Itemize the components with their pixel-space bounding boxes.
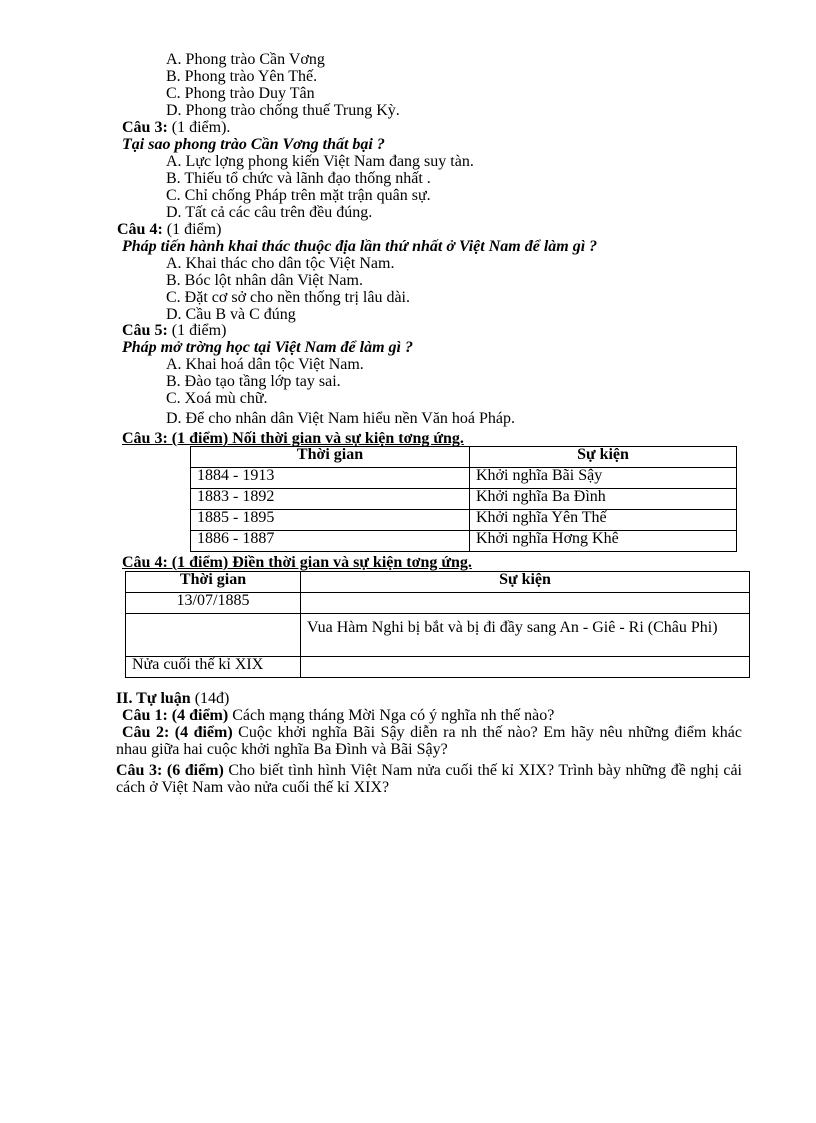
q5-option-d: D. Để cho nhân dân Việt Nam hiểu nền Văn hoá Pháp. bbox=[166, 410, 516, 427]
col-header-event: Sự kiện bbox=[470, 447, 737, 468]
essay-q1-label: Câu 1: (4 điểm) bbox=[122, 707, 229, 724]
cell-time: 1885 - 1895 bbox=[191, 510, 470, 531]
cell-time: Nửa cuối thế kỉ XIX bbox=[126, 657, 301, 678]
q2-option-d: D. Phong trào chống thuế Trung Kỳ. bbox=[166, 102, 400, 119]
essay-heading bbox=[116, 690, 229, 707]
essay-q1 bbox=[122, 707, 748, 724]
cell-event: Khởi nghĩa Bãi Sậy bbox=[470, 468, 737, 489]
q4-points: (1 điểm) bbox=[166, 221, 222, 238]
essay-points: (14đ) bbox=[194, 690, 230, 707]
q4-header bbox=[117, 221, 221, 238]
q3-option-c: C. Chỉ chống Pháp trên mặt trận quân sự. bbox=[166, 187, 431, 204]
table-row bbox=[191, 510, 737, 531]
cell-event: Khởi nghĩa Yên Thế bbox=[470, 510, 737, 531]
table-row bbox=[191, 489, 737, 510]
essay-q2-label: Câu 2: (4 điểm) bbox=[122, 724, 233, 741]
fill-table bbox=[125, 571, 750, 678]
cell-time bbox=[126, 614, 301, 657]
table-row bbox=[126, 657, 750, 678]
q5-label: Câu 5: bbox=[122, 322, 168, 339]
q4-option-b: B. Bóc lột nhân dân Việt Nam. bbox=[166, 272, 363, 289]
table-row bbox=[126, 614, 750, 657]
cell-event bbox=[301, 593, 750, 614]
cell-event bbox=[301, 657, 750, 678]
col-header-event: Sự kiện bbox=[301, 572, 750, 593]
cell-time: 13/07/1885 bbox=[126, 593, 301, 614]
match-table bbox=[190, 446, 737, 552]
table-header-row bbox=[126, 572, 750, 593]
table-header-row bbox=[191, 447, 737, 468]
cell-event: Khởi nghĩa Hơng Khê bbox=[470, 531, 737, 552]
table-row bbox=[191, 531, 737, 552]
q3-option-a: A. Lực lợng phong kiến Việt Nam đang suy tàn. bbox=[166, 153, 474, 170]
q2-option-b: B. Phong trào Yên Thế. bbox=[166, 68, 318, 85]
essay-q2-text: Cuộc khởi nghĩa Bãi Sậy diễn ra nh thế nào? Em hãy nêu những điểm khác nhau giữa hai cuộc khởi nghĩa Ba Đình và Bãi Sậy? bbox=[116, 724, 742, 758]
col-header-time: Thời gian bbox=[191, 447, 470, 468]
q4-option-c: C. Đặt cơ sở cho nền thống trị lâu dài. bbox=[166, 289, 410, 306]
q5-option-b: B. Đào tạo tầng lớp tay sai. bbox=[166, 373, 341, 390]
q3-option-b: B. Thiếu tổ chức và lãnh đạo thống nhất . bbox=[166, 170, 431, 187]
q3-header bbox=[122, 119, 230, 136]
essay-q3-label: Câu 3: (6 điểm) bbox=[116, 762, 224, 779]
cell-time: 1884 - 1913 bbox=[191, 468, 470, 489]
cell-event: Vua Hàm Nghi bị bắt và bị đi đầy sang An - Giê - Ri (Châu Phi) bbox=[301, 614, 750, 657]
essay-q1-text: Cách mạng tháng Mời Nga có ý nghĩa nh thế nào? bbox=[228, 707, 555, 724]
q5-question: Pháp mở trờng học tại Việt Nam để làm gì ? bbox=[122, 339, 413, 356]
q3-label: Câu 3: bbox=[122, 119, 168, 136]
q2-option-a: A. Phong trào Cần Vơng bbox=[166, 51, 325, 68]
q5-header bbox=[122, 322, 226, 339]
essay-q2 bbox=[116, 724, 742, 758]
q3-points: (1 điểm). bbox=[171, 119, 231, 136]
q5-option-a: A. Khai hoá dân tộc Việt Nam. bbox=[166, 356, 364, 373]
q3-option-d: D. Tất cả các câu trên đều đúng. bbox=[166, 204, 373, 221]
q5-points: (1 điểm) bbox=[171, 322, 227, 339]
col-header-time: Thời gian bbox=[126, 572, 301, 593]
q4-option-a: A. Khai thác cho dân tộc Việt Nam. bbox=[166, 255, 395, 272]
essay-q3 bbox=[116, 762, 742, 796]
match-heading: Câu 3: (1 điểm) Nối thời gian và sự kiện tơng ứng. bbox=[122, 430, 464, 447]
q3-question: Tại sao phong trào Cần Vơng thất bại ? bbox=[122, 136, 385, 153]
q4-question: Pháp tiến hành khai thác thuộc địa lần thứ nhất ở Việt Nam để làm gì ? bbox=[122, 238, 598, 255]
essay-title: II. Tự luận bbox=[116, 690, 191, 707]
q4-label: Câu 4: bbox=[117, 221, 163, 238]
fill-heading: Câu 4: (1 điểm) Điền thời gian và sự kiện tơng ứng. bbox=[122, 554, 472, 571]
table-row bbox=[126, 593, 750, 614]
essay-q3-text: Cho biết tình hình Việt Nam nửa cuối thế kỉ XIX? Trình bày những đề nghị cải cách ở Việt Nam vào nửa cuối thế kỉ XIX? bbox=[116, 762, 742, 796]
q2-option-c: C. Phong trào Duy Tân bbox=[166, 85, 315, 102]
q4-option-d: D. Cầu B và C đúng bbox=[166, 306, 296, 323]
table-row bbox=[191, 468, 737, 489]
q5-option-c: C. Xoá mù chữ. bbox=[166, 390, 268, 407]
cell-event: Khởi nghĩa Ba Đình bbox=[470, 489, 737, 510]
cell-time: 1886 - 1887 bbox=[191, 531, 470, 552]
cell-time: 1883 - 1892 bbox=[191, 489, 470, 510]
